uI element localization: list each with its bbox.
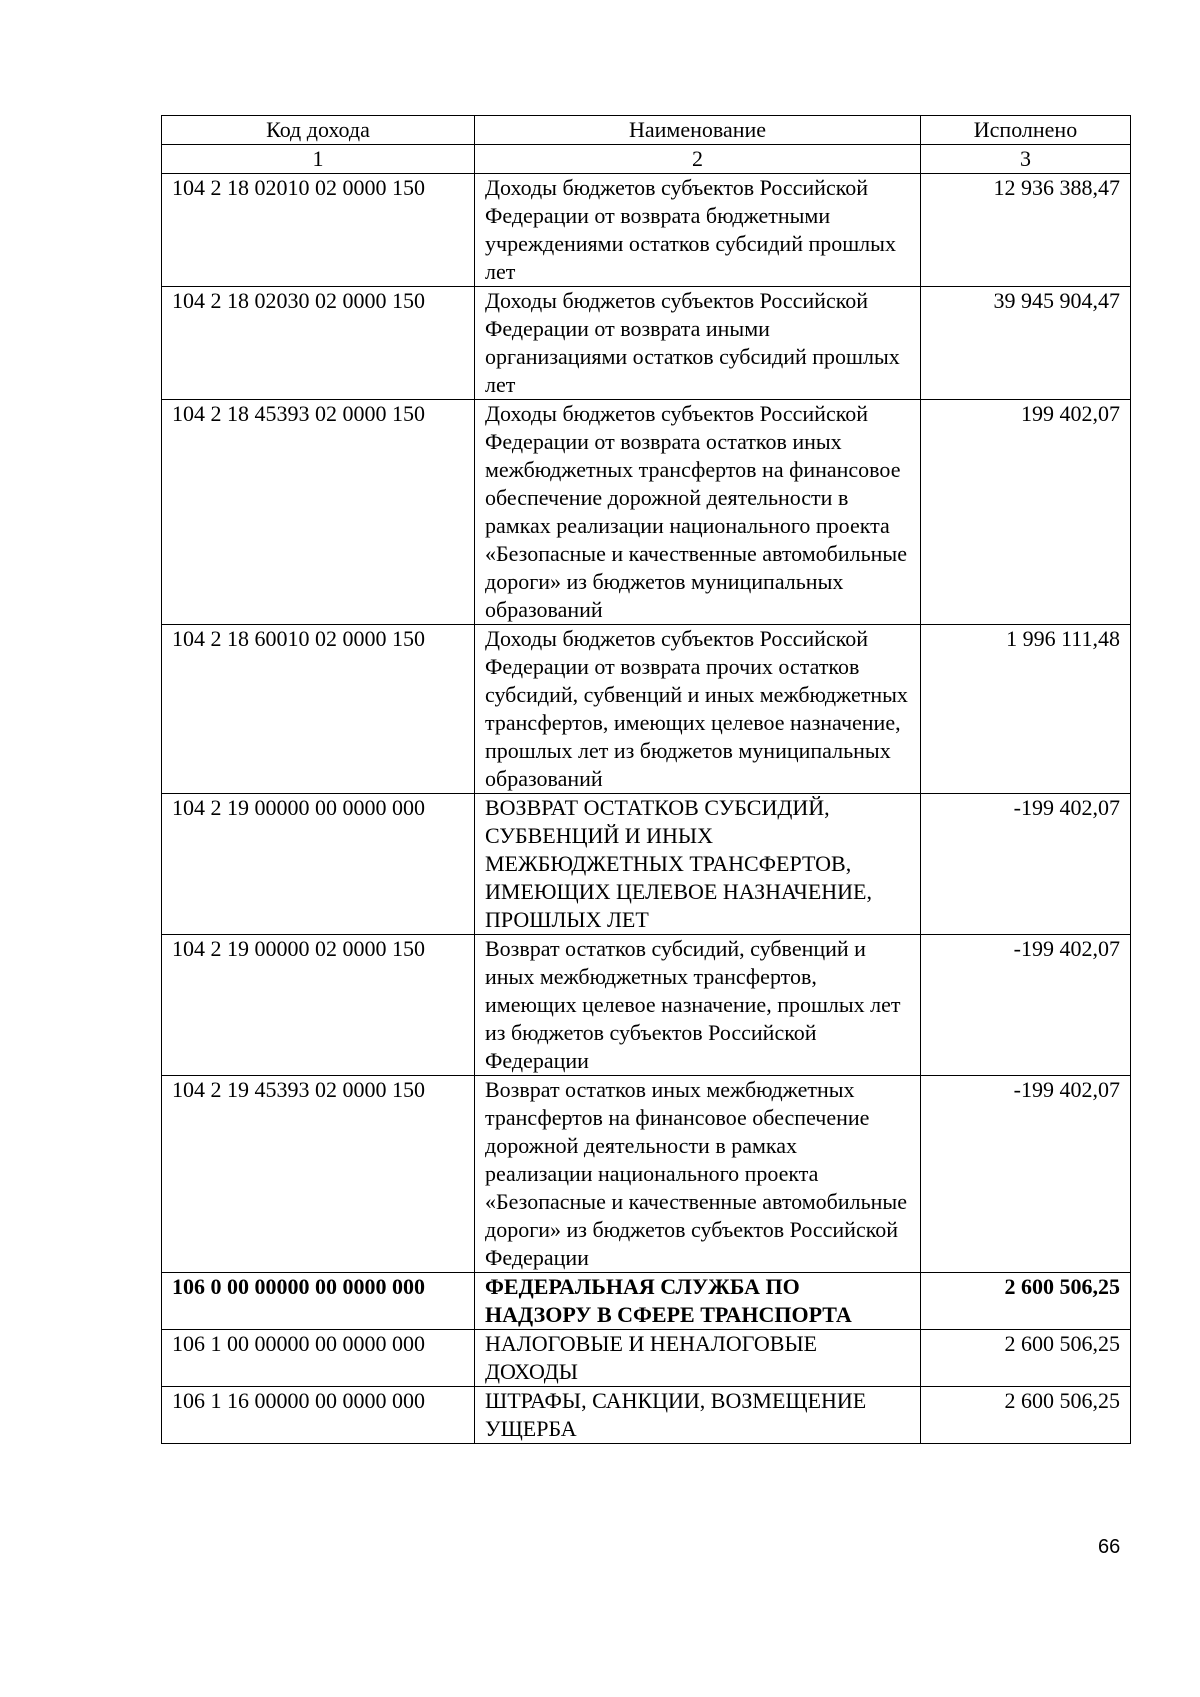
income-amount-cell: 2 600 506,25 xyxy=(921,1387,1131,1444)
income-amount-cell: 12 936 388,47 xyxy=(921,174,1131,287)
header-amount: Исполнено xyxy=(921,116,1131,145)
income-name-cell: Доходы бюджетов субъектов Российской Федерации от возврата остатков иных межбюджетных трансфертов на финансовое обеспечение дорожной деятельности в рамках реализации национального проекта «Безопасные и качественные автомобильные дороги» из бюджетов муниципальных образований xyxy=(475,400,921,625)
table-row xyxy=(162,625,1131,794)
income-code-cell: 106 1 16 00000 00 0000 000 xyxy=(162,1387,475,1444)
table-row xyxy=(162,1076,1131,1273)
table-row xyxy=(162,287,1131,400)
income-code-cell: 104 2 18 02030 02 0000 150 xyxy=(162,287,475,400)
income-code-cell: 106 0 00 00000 00 0000 000 xyxy=(162,1273,475,1330)
table-row xyxy=(162,1387,1131,1444)
header-code: Код дохода xyxy=(162,116,475,145)
income-amount-cell: -199 402,07 xyxy=(921,1076,1131,1273)
income-name-cell: Доходы бюджетов субъектов Российской Федерации от возврата бюджетными учреждениями остатков субсидий прошлых лет xyxy=(475,174,921,287)
column-number-1: 1 xyxy=(162,145,475,174)
income-name-cell: Возврат остатков субсидий, субвенций и иных межбюджетных трансфертов, имеющих целевое назначение, прошлых лет из бюджетов субъектов Российской Федерации xyxy=(475,935,921,1076)
page-number: 66 xyxy=(1098,1536,1121,1558)
income-name-cell: ФЕДЕРАЛЬНАЯ СЛУЖБА ПО НАДЗОРУ В СФЕРЕ ТРАНСПОРТА xyxy=(475,1273,921,1330)
table-row xyxy=(162,935,1131,1076)
income-table xyxy=(161,115,1131,1444)
income-name-cell: ВОЗВРАТ ОСТАТКОВ СУБСИДИЙ, СУБВЕНЦИЙ И ИНЫХ МЕЖБЮДЖЕТНЫХ ТРАНСФЕРТОВ, ИМЕЮЩИХ ЦЕЛЕВОЕ НАЗНАЧЕНИЕ, ПРОШЛЫХ ЛЕТ xyxy=(475,794,921,935)
column-number-row xyxy=(162,145,1131,174)
header-name: Наименование xyxy=(475,116,921,145)
table-row xyxy=(162,400,1131,625)
income-amount-cell: 2 600 506,25 xyxy=(921,1330,1131,1387)
income-code-cell: 104 2 19 00000 00 0000 000 xyxy=(162,794,475,935)
income-name-cell: ШТРАФЫ, САНКЦИИ, ВОЗМЕЩЕНИЕ УЩЕРБА xyxy=(475,1387,921,1444)
header-row xyxy=(162,116,1131,145)
income-code-cell: 106 1 00 00000 00 0000 000 xyxy=(162,1330,475,1387)
income-amount-cell: 39 945 904,47 xyxy=(921,287,1131,400)
income-code-cell: 104 2 19 45393 02 0000 150 xyxy=(162,1076,475,1273)
income-amount-cell: 199 402,07 xyxy=(921,400,1131,625)
income-code-cell: 104 2 19 00000 02 0000 150 xyxy=(162,935,475,1076)
table-row xyxy=(162,794,1131,935)
income-code-cell: 104 2 18 02010 02 0000 150 xyxy=(162,174,475,287)
table-row xyxy=(162,1273,1131,1330)
income-code-cell: 104 2 18 45393 02 0000 150 xyxy=(162,400,475,625)
income-name-cell: Возврат остатков иных межбюджетных трансфертов на финансовое обеспечение дорожной деятельности в рамках реализации национального проекта «Безопасные и качественные автомобильные дороги» из бюджетов субъектов Российской Федерации xyxy=(475,1076,921,1273)
income-amount-cell: 2 600 506,25 xyxy=(921,1273,1131,1330)
column-number-2: 2 xyxy=(475,145,921,174)
column-number-3: 3 xyxy=(921,145,1131,174)
table-row xyxy=(162,1330,1131,1387)
income-amount-cell: -199 402,07 xyxy=(921,794,1131,935)
income-name-cell: НАЛОГОВЫЕ И НЕНАЛОГОВЫЕ ДОХОДЫ xyxy=(475,1330,921,1387)
income-amount-cell: -199 402,07 xyxy=(921,935,1131,1076)
income-name-cell: Доходы бюджетов субъектов Российской Федерации от возврата прочих остатков субсидий, субвенций и иных межбюджетных трансфертов, имеющих целевое назначение, прошлых лет из бюджетов муниципальных образований xyxy=(475,625,921,794)
income-amount-cell: 1 996 111,48 xyxy=(921,625,1131,794)
income-code-cell: 104 2 18 60010 02 0000 150 xyxy=(162,625,475,794)
income-name-cell: Доходы бюджетов субъектов Российской Федерации от возврата иными организациями остатков субсидий прошлых лет xyxy=(475,287,921,400)
table-body xyxy=(162,116,1131,1444)
table-row xyxy=(162,174,1131,287)
